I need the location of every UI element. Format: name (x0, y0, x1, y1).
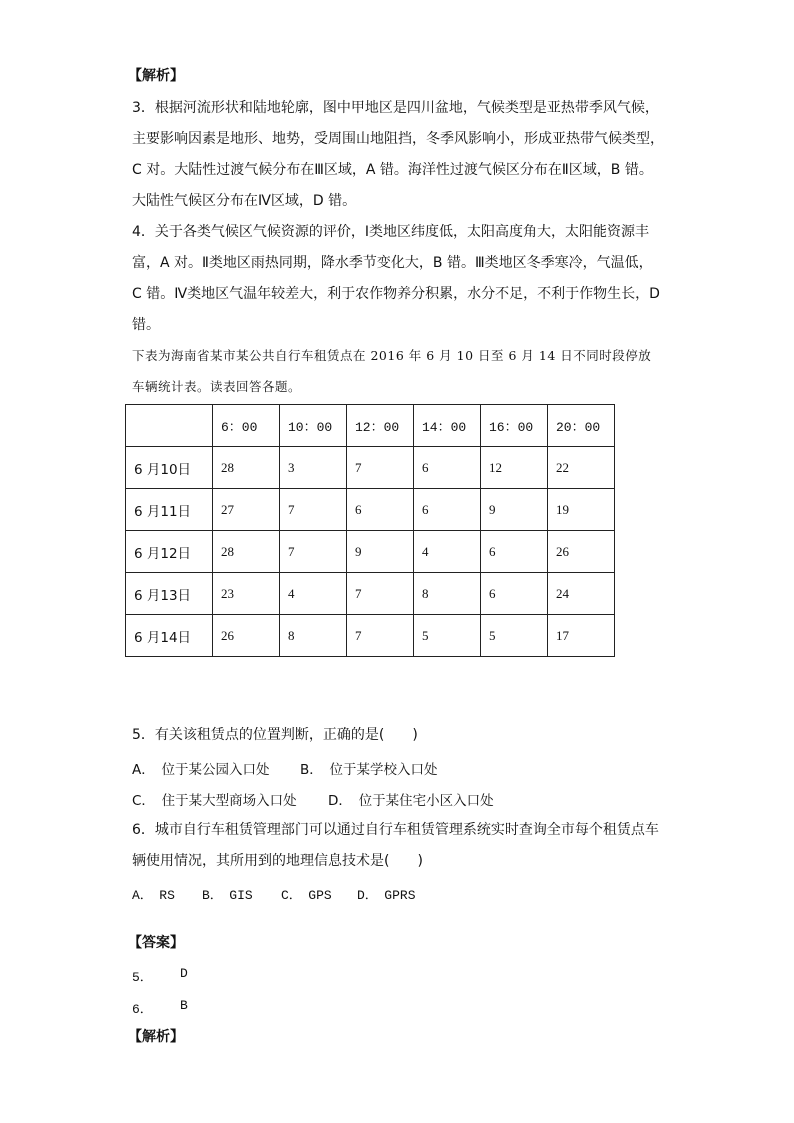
table-cell: 6 (481, 573, 548, 615)
table-cell: 24 (548, 573, 615, 615)
table-header-cell: 16：00 (481, 405, 548, 447)
answer-6-number: 6． (132, 1002, 153, 1017)
answer-5-value: D (180, 966, 188, 981)
table-cell: 17 (548, 615, 615, 657)
table-cell: 6 (481, 531, 548, 573)
q4-line-4: 错。 (132, 317, 160, 333)
table-row (126, 447, 615, 489)
table-cell: 4 (414, 531, 481, 573)
table-header-cell: 14：00 (414, 405, 481, 447)
table-cell: 6 (347, 489, 414, 531)
q4-line-2: 富，A 对。Ⅱ类地区雨热同期，降水季节变化大，B 错。Ⅲ类地区冬季寒冷，气温低， (132, 255, 653, 271)
row-date: 6 月10日 (126, 447, 213, 489)
q5-option-d: D． 位于某住宅小区入口处 (328, 793, 494, 809)
answer-5-number: 5． (132, 970, 153, 985)
q3-line-1: 3．根据河流形状和陆地轮廓，图中甲地区是四川盆地，气候类型是亚热带季风气候， (132, 100, 659, 116)
table-header-cell: 12：00 (347, 405, 414, 447)
table-cell: 7 (347, 573, 414, 615)
table-cell: 9 (481, 489, 548, 531)
table-cell: 8 (280, 615, 347, 657)
table-cell: 22 (548, 447, 615, 489)
table-row (126, 489, 615, 531)
table-cell: 27 (213, 489, 280, 531)
q4-line-1: 4．关于各类气候区气候资源的评价，Ⅰ类地区纬度低，太阳高度角大，太阳能资源丰 (132, 224, 650, 240)
table-cell: 4 (280, 573, 347, 615)
row-date: 6 月12日 (126, 531, 213, 573)
table-cell: 3 (280, 447, 347, 489)
table-row (126, 531, 615, 573)
table-cell: 12 (481, 447, 548, 489)
analysis-heading-1: 【解析】 (128, 68, 184, 84)
table-cell: 7 (347, 447, 414, 489)
table-intro-line-2: 车辆统计表。读表回答各题。 (132, 379, 302, 394)
table-header-cell: 6：00 (213, 405, 280, 447)
q3-line-3: C 对。大陆性过渡气候分布在Ⅲ区域，A 错。海洋性过渡气候区分布在Ⅱ区域，B 错。 (132, 162, 653, 178)
table-cell: 6 (414, 489, 481, 531)
row-date: 6 月11日 (126, 489, 213, 531)
q6-option-b: B． GIS (202, 888, 253, 903)
table-cell: 28 (213, 447, 280, 489)
table-header-row (126, 405, 615, 447)
answer-heading: 【答案】 (128, 935, 184, 951)
q5-option-b: B． 位于某学校入口处 (300, 762, 438, 778)
table-cell: 19 (548, 489, 615, 531)
table-cell: 23 (213, 573, 280, 615)
table-intro-line-1: 下表为海南省某市某公共自行车租赁点在 2016 年 6 月 10 日至 6 月 14 日不同时段停放 (132, 348, 652, 363)
table-cell: 8 (414, 573, 481, 615)
q6-option-d: D． GPRS (357, 888, 416, 903)
q6-option-c: C． GPS (281, 888, 332, 903)
table-header-cell: 10：00 (280, 405, 347, 447)
table-cell: 26 (548, 531, 615, 573)
row-date: 6 月14日 (126, 615, 213, 657)
answer-6-value: B (180, 998, 188, 1013)
table-cell: 5 (414, 615, 481, 657)
q6-stem-line-1: 6．城市自行车租赁管理部门可以通过自行车租赁管理系统实时查询全市每个租赁点车 (132, 822, 659, 838)
q6-stem-line-2: 辆使用情况，其所用到的地理信息技术是( ) (132, 853, 423, 869)
q3-line-2: 主要影响因素是地形、地势，受周围山地阻挡，冬季风影响小，形成亚热带气候类型， (132, 131, 664, 147)
table-cell: 28 (213, 531, 280, 573)
table-cell: 26 (213, 615, 280, 657)
table-row (126, 573, 615, 615)
table-cell: 5 (481, 615, 548, 657)
bike-rental-table (125, 404, 615, 657)
table-header-cell (126, 405, 213, 447)
table-row (126, 615, 615, 657)
q5-stem: 5．有关该租赁点的位置判断，正确的是( ) (132, 727, 418, 743)
analysis-heading-2: 【解析】 (128, 1029, 184, 1045)
q5-option-a: A． 位于某公园入口处 (132, 762, 270, 778)
row-date: 6 月13日 (126, 573, 213, 615)
table-cell: 7 (280, 489, 347, 531)
table-cell: 7 (280, 531, 347, 573)
q4-line-3: C 错。Ⅳ类地区气温年较差大，利于农作物养分积累，水分不足，不利于作物生长，D (132, 286, 660, 302)
q5-option-c: C． 住于某大型商场入口处 (132, 793, 297, 809)
table-cell: 7 (347, 615, 414, 657)
table-cell: 6 (414, 447, 481, 489)
q6-option-a: A． RS (132, 888, 175, 903)
table-header-cell: 20：00 (548, 405, 615, 447)
table-cell: 9 (347, 531, 414, 573)
q3-line-4: 大陆性气候区分布在Ⅳ区域，D 错。 (132, 193, 357, 209)
